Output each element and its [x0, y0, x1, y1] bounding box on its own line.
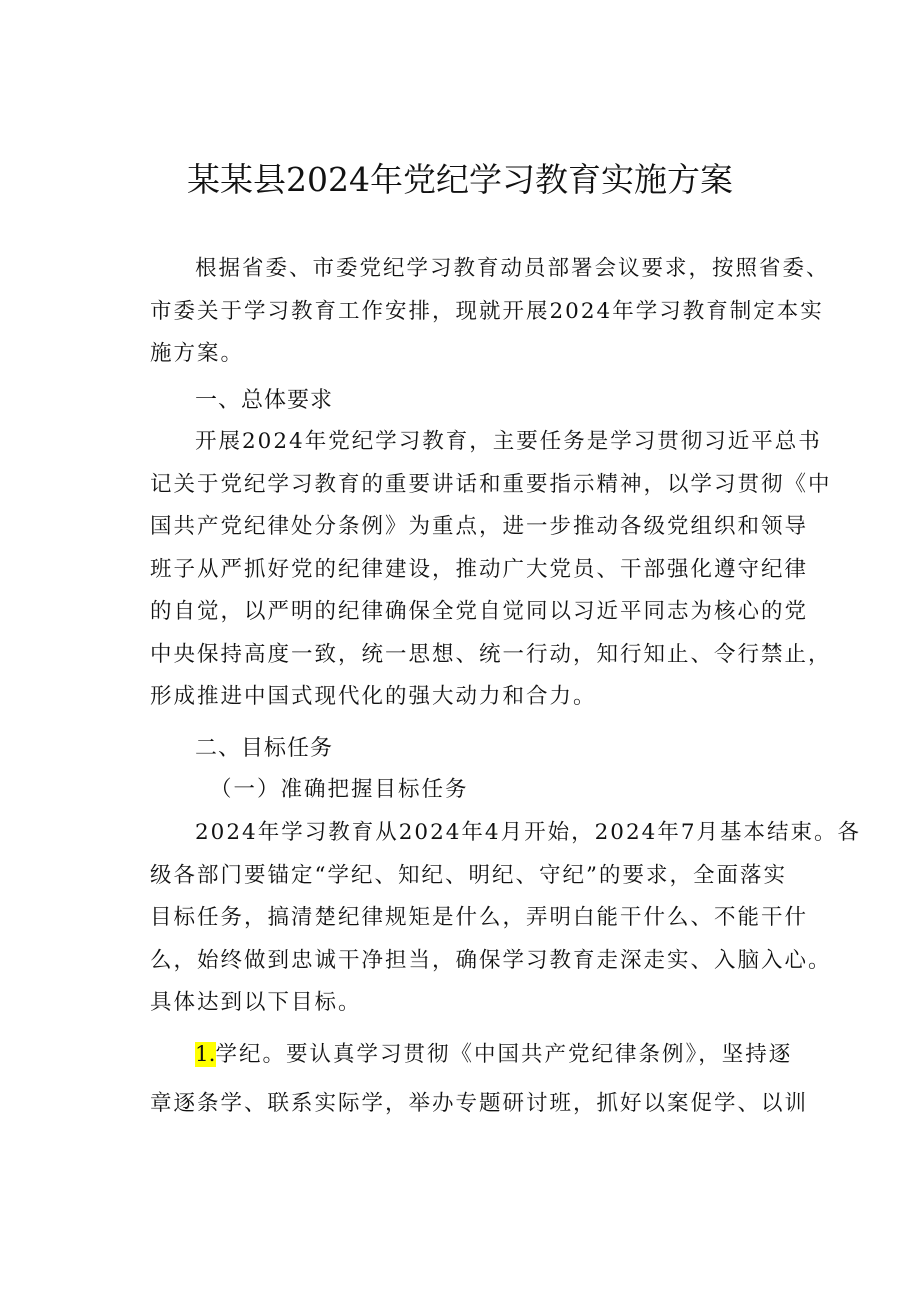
section1-line: 形成推进中国式现代化的强大动力和合力。 — [150, 684, 597, 709]
section1-line: 记关于党纪学习教育的重要讲话和重要指示精神，以学习贯彻《中 — [150, 471, 832, 497]
section1-line: 国共产党纪律处分条例》为重点，进一步推动各级党组织和领导 — [150, 514, 809, 539]
item1-line — [150, 1034, 810, 1077]
subsection1-line: 目标任务，搞清楚纪律规矩是什么，弄明白能干什么、不能干什 — [150, 905, 809, 930]
item-number-highlight: 1. — [195, 1042, 216, 1067]
document-title: 某某县2024年党纪学习教育实施方案 — [187, 160, 733, 199]
intro-line: 根据省委、市委党纪学习教育动员部署会议要求，按照省委、 — [195, 256, 830, 281]
section-heading-overall-requirements: 一、总体要求 — [195, 388, 334, 413]
section1-line: 的自觉，以严明的纪律确保全党自觉同以习近平同志为核心的党 — [150, 599, 809, 624]
section1-paragraph — [150, 421, 832, 719]
item1-line: 章逐条学、联系实际学，举办专题研讨班，抓好以案促学、以训 — [150, 1090, 809, 1116]
item1-text: 学纪。要认真学习贯彻《中国共产党纪律条例》，坚持逐 — [215, 1042, 793, 1067]
intro-line: 施方案。 — [150, 341, 245, 366]
item1-paragraph — [150, 1034, 810, 1125]
subsection1-line: 么，始终做到忠诚干净担当，确保学习教育走深走实、入脑入心。 — [150, 947, 832, 973]
section1-line: 中央保持高度一致，统一思想、统一行动，知行知止、令行禁止， — [150, 641, 832, 667]
section-heading-goals-tasks: 二、目标任务 — [195, 736, 334, 761]
section1-line: 班子从严抓好党的纪律建设，推动广大党员、干部强化遵守纪律 — [150, 556, 809, 582]
subsection-heading: （一）准确把握目标任务 — [210, 777, 469, 802]
subsection1-line: 2024年学习教育从2024年4月开始，2024年7月基本结束。各 — [195, 820, 862, 845]
intro-paragraph — [150, 248, 830, 376]
subsection1-line: 级各部门要锚定“学纪、知纪、明纪、守纪”的要求，全面落实 — [150, 862, 787, 888]
subsection1-paragraph — [150, 812, 862, 1025]
section1-line: 开展2024年党纪学习教育，主要任务是学习贯彻习近平总书 — [195, 429, 822, 454]
intro-line: 市委关于学习教育工作安排，现就开展2024年学习教育制定本实 — [150, 298, 824, 324]
subsection1-line: 具体达到以下目标。 — [150, 990, 362, 1015]
